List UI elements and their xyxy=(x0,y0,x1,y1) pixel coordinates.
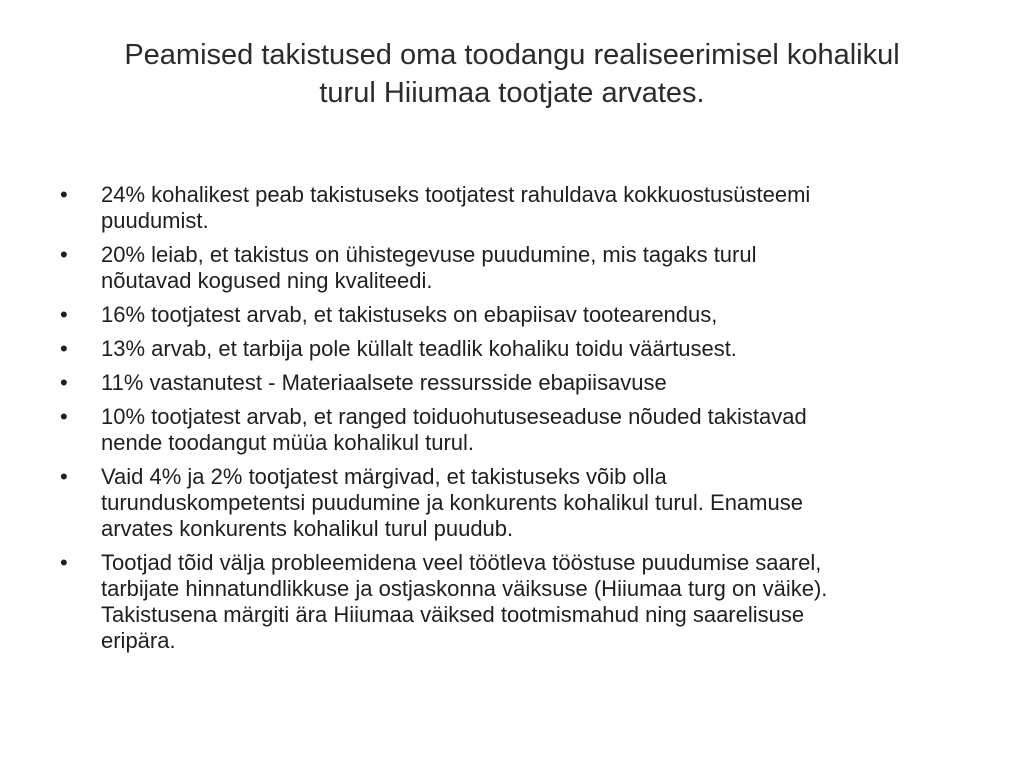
bullet-text-line: nende toodangut müüa kohalikul turul. xyxy=(101,430,475,455)
list-item xyxy=(58,242,968,294)
bullet-dot-icon: • xyxy=(60,242,68,267)
bullet-dot-icon: • xyxy=(60,370,68,395)
title-line: turul Hiiumaa tootjate arvates. xyxy=(319,77,705,109)
bullet-list xyxy=(58,182,968,662)
bullet-text-line: Takistusena märgiti ära Hiiumaa väiksed tootmismahud ning saarelisuse xyxy=(101,602,805,627)
list-item xyxy=(58,464,968,542)
bullet-dot-icon: • xyxy=(60,550,68,575)
bullet-text-line: 16% tootjatest arvab, et takistuseks on ebapiisav tootearendus, xyxy=(101,302,718,327)
title-line: Peamised takistused oma toodangu realiseerimisel kohalikul xyxy=(124,39,900,71)
list-item xyxy=(58,370,968,396)
bullet-text-line: puudumist. xyxy=(101,208,209,233)
list-item xyxy=(58,302,968,328)
bullet-text-line: 24% kohalikest peab takistuseks tootjatest rahuldava kokkuostusüsteemi xyxy=(101,182,811,207)
bullet-dot-icon: • xyxy=(60,404,68,429)
list-item xyxy=(58,336,968,362)
bullet-text-line: 11% vastanutest - Materiaalsete ressursside ebapiisavuse xyxy=(101,370,667,395)
bullet-dot-icon: • xyxy=(60,464,68,489)
bullet-text-line: Vaid 4% ja 2% tootjatest märgivad, et takistuseks võib olla xyxy=(101,464,667,489)
list-item xyxy=(58,404,968,456)
bullet-text-line: tarbijate hinnatundlikkuse ja ostjaskonna väiksuse (Hiiumaa turg on väike). xyxy=(101,576,828,601)
bullet-text-line: 13% arvab, et tarbija pole küllalt teadlik kohaliku toidu väärtusest. xyxy=(101,336,737,361)
list-item xyxy=(58,182,968,234)
bullet-dot-icon: • xyxy=(60,336,68,361)
bullet-text-line: arvates konkurents kohalikul turul puudub. xyxy=(101,516,514,541)
slide-title xyxy=(60,36,964,112)
bullet-text-line: eripära. xyxy=(101,628,176,653)
bullet-text-line: 10% tootjatest arvab, et ranged toiduohutuseseaduse nõuded takistavad xyxy=(101,404,807,429)
bullet-text-line: turunduskompetentsi puudumine ja konkurents kohalikul turul. Enamuse xyxy=(101,490,803,515)
list-item xyxy=(58,550,968,654)
bullet-text-line: 20% leiab, et takistus on ühistegevuse puudumine, mis tagaks turul xyxy=(101,242,757,267)
bullet-text-line: Tootjad tõid välja probleemidena veel töötleva tööstuse puudumise saarel, xyxy=(101,550,822,575)
bullet-dot-icon: • xyxy=(60,182,68,207)
bullet-text-line: nõutavad kogused ning kvaliteedi. xyxy=(101,268,433,293)
bullet-dot-icon: • xyxy=(60,302,68,327)
